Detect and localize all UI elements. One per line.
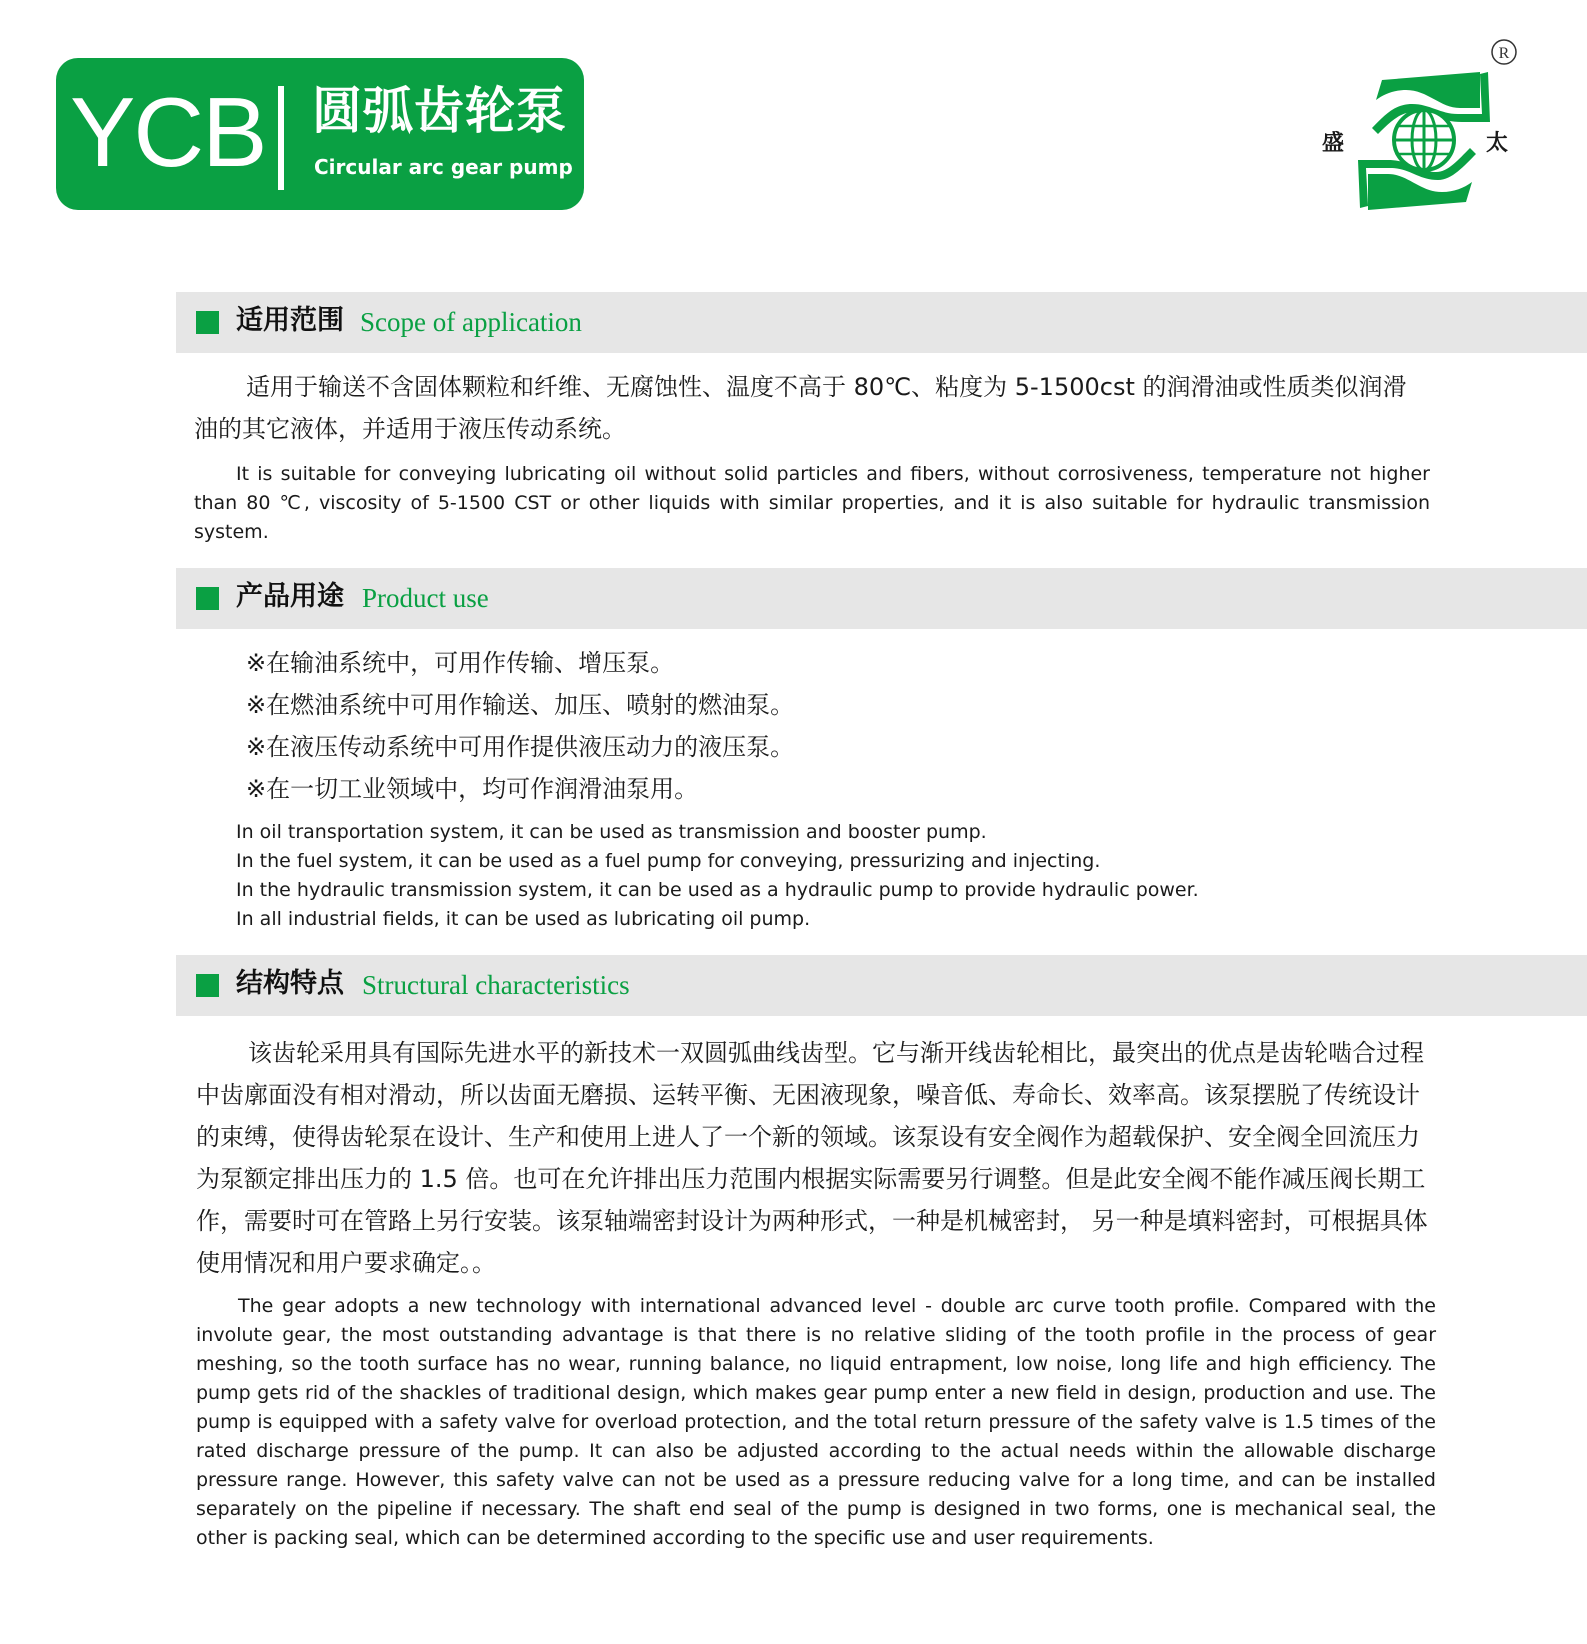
section-marker-icon xyxy=(196,587,219,610)
scope-body-en: It is suitable for conveying lubricating oil without solid particles and fibers, without corrosiveness, temperature not higher than 80 ℃, viscosity of 5-1500 CST or other liquids with similar properties, and it is also suitable for hydraulic transmission system. xyxy=(194,463,1430,543)
section-header-product-use xyxy=(176,568,1587,629)
scope-body-cn: 适用于输送不含固体颗粒和纤维、无腐蚀性、温度不高于 80℃、粘度为 5-1500cst 的润滑油或性质类似润滑油的其它液体，并适用于液压传动系统。 xyxy=(194,373,1407,443)
structure-body-cn: 该齿轮采用具有国际先进水平的新技术一双圆弧曲线齿型。它与渐开线齿轮相比，最突出的优点是齿轮啮合过程中齿廓面没有相对滑动，所以齿面无磨损、运转平衡、无困液现象，噪音低、寿命长、效率高。该泵摆脱了传统设计的束缚，使得齿轮泵在设计、生产和使用上进人了一个新的领域。该泵设有安全阀作为超载保护、安全阀全回流压力为泵额定排出压力的 1.5 倍。也可在允许排出压力范围内根据实际需要另行调整。但是此安全阀不能作减压阀长期工作，需要时可在管路上另行安装。该泵轴端密封设计为两种形式，一种是机械密封， 另一种是填料密封，可根据具体使用情况和用户要求确定。。 xyxy=(196,1039,1428,1277)
registered-mark: R xyxy=(1498,45,1510,62)
list-item: In oil transportation system, it can be used as transmission and booster pump. xyxy=(236,821,987,843)
section-title-cn: 适用范围 xyxy=(236,305,344,336)
product-title-en: Circular arc gear pump xyxy=(314,155,573,179)
logo-char-left: 盛 xyxy=(1322,130,1345,156)
section-title-en: Scope of application xyxy=(360,307,582,337)
section-title-cn: 产品用途 xyxy=(236,581,344,612)
list-item: ※在一切工业领域中，均可作润滑油泵用。 xyxy=(246,775,699,803)
list-item: ※在燃油系统中可用作输送、加压、喷射的燃油泵。 xyxy=(246,691,795,719)
product-title-badge xyxy=(56,58,584,210)
list-item: In all industrial fields, it can be used as lubricating oil pump. xyxy=(236,908,811,930)
product-title-cn: 圆弧齿轮泵 xyxy=(312,82,567,140)
list-item: ※在液压传动系统中可用作提供液压动力的液压泵。 xyxy=(246,733,795,761)
section-title-cn: 结构特点 xyxy=(236,968,344,999)
section-header-structure xyxy=(176,955,1587,1016)
section-marker-icon xyxy=(196,311,219,334)
section-title-en: Structural characteristics xyxy=(362,970,630,1000)
list-item: In the fuel system, it can be used as a fuel pump for conveying, pressurizing and injecting. xyxy=(236,850,1101,872)
badge-divider xyxy=(278,86,284,190)
product-use-list-cn xyxy=(246,642,794,810)
section-title-en: Product use xyxy=(362,583,489,613)
brand-logo xyxy=(1318,34,1530,220)
logo-char-right: 太 xyxy=(1486,130,1509,156)
product-code: YCB xyxy=(70,77,266,187)
product-use-list-en xyxy=(236,818,1199,934)
list-item: In the hydraulic transmission system, it can be used as a hydraulic pump to provide hydraulic power. xyxy=(236,879,1199,901)
list-item: ※在输油系统中，可用作传输、增压泵。 xyxy=(246,649,675,677)
section-marker-icon xyxy=(196,974,219,997)
section-header-scope xyxy=(176,292,1587,353)
structure-body-en: The gear adopts a new technology with international advanced level - double arc curve tooth profile. Compared with the involute gear, the most outstanding advantage is that there is no relative sliding of the tooth profile in the process of gear meshing, so the tooth surface has no wear, running balance, no liquid entrapment, low noise, long life and high efficiency. The pump gets rid of the shackles of traditional design, which makes gear pump enter a new field in design, production and use. The pump is equipped with a safety valve for overload protection, and the total return pressure of the safety valve is 1.5 times of the rated discharge pressure of the pump. It can also be adjusted according to the actual needs within the allowable discharge pressure range. However, this safety valve can not be used as a pressure reducing valve for a long time, and can be installed separately on the pipeline if necessary. The shaft end seal of the pump is designed in two forms, one is mechanical seal, the other is packing seal, which can be determined according to the specific use and user requirements. xyxy=(196,1295,1436,1549)
